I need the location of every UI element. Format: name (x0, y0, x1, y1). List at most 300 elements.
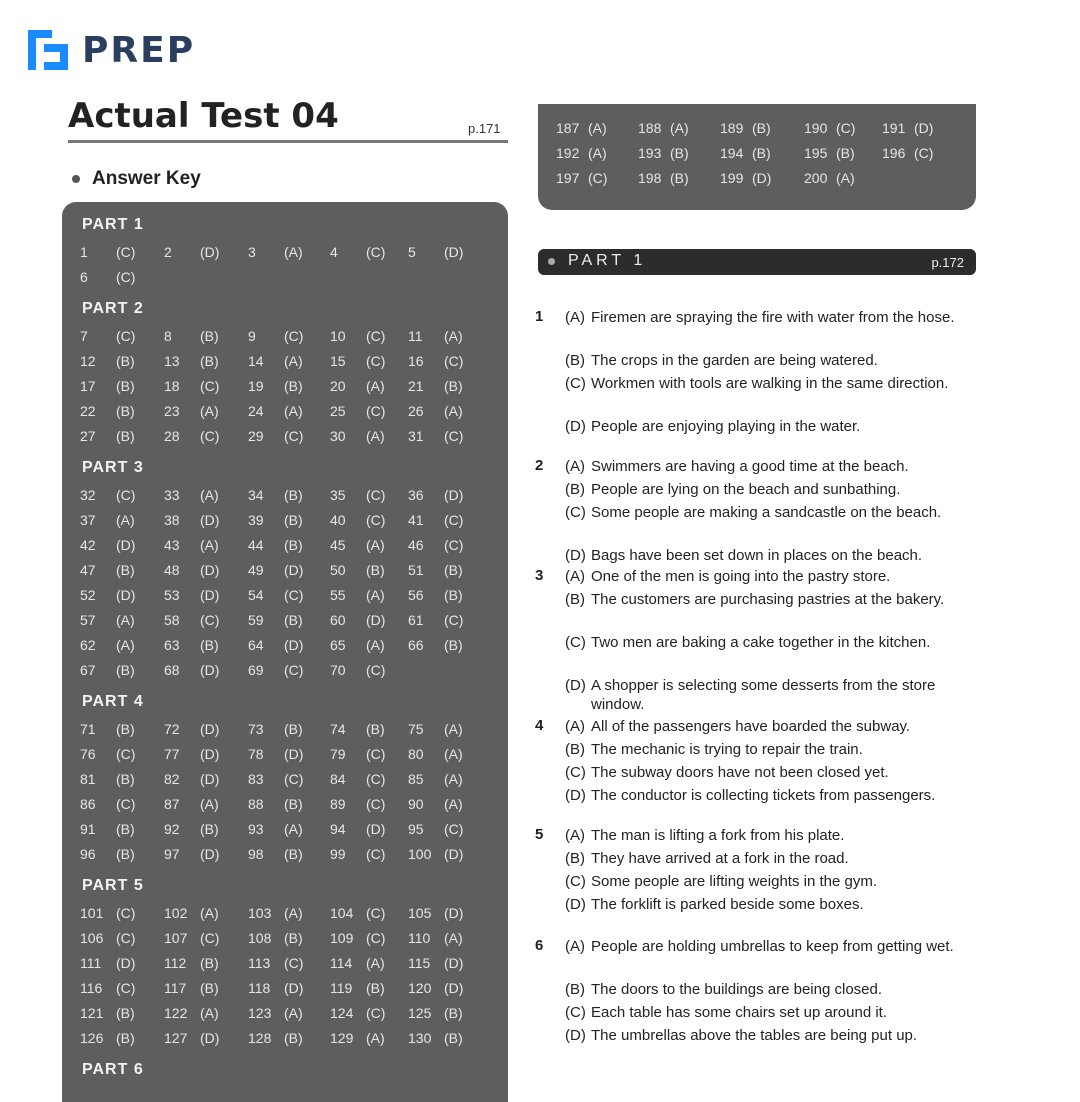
question-number: 4 (535, 717, 544, 734)
answer-number: 95 (408, 821, 424, 837)
answer-choice: (C) (116, 930, 136, 946)
answer-number: 196 (882, 145, 906, 161)
answer-number: 113 (248, 955, 271, 971)
answer-number: 21 (408, 378, 424, 394)
answer-choice: (C) (116, 796, 136, 812)
answer-number: 193 (638, 145, 662, 161)
answer-choice: (A) (116, 512, 135, 528)
answer-number: 72 (164, 721, 180, 737)
answer-choice: (C) (836, 120, 856, 136)
answer-choice: (B) (444, 637, 463, 653)
answer-choice: (B) (284, 796, 303, 812)
answer-number: 84 (330, 771, 346, 787)
answer-option (565, 895, 976, 914)
answer-option (565, 457, 976, 476)
option-letter: (D) (565, 418, 586, 435)
answer-choice: (B) (444, 1030, 463, 1046)
question-number: 3 (535, 567, 544, 584)
option-text: People are holding umbrellas to keep from getting wet. (591, 938, 954, 955)
answer-number: 115 (408, 955, 431, 971)
answer-choice: (A) (836, 170, 855, 186)
answer-number: 50 (330, 562, 346, 578)
option-letter: (C) (565, 873, 586, 890)
answer-choice: (D) (284, 637, 304, 653)
answer-number: 198 (638, 170, 662, 186)
answer-choice: (D) (116, 537, 136, 553)
answer-choice: (D) (116, 587, 136, 603)
bullet-icon (72, 175, 80, 183)
answer-number: 65 (330, 637, 346, 653)
answer-number: 56 (408, 587, 424, 603)
answer-choice: (C) (116, 244, 136, 260)
answer-choice: (D) (200, 721, 220, 737)
answer-number: 194 (720, 145, 744, 161)
answer-choice: (A) (200, 905, 219, 921)
answer-number: 90 (408, 796, 424, 812)
answer-choice: (C) (444, 512, 464, 528)
answer-choice: (A) (200, 487, 219, 503)
answer-choice: (C) (366, 1005, 386, 1021)
answer-choice: (B) (116, 378, 135, 394)
option-letter: (A) (565, 458, 585, 475)
answer-choice: (C) (444, 353, 464, 369)
answer-choice: (A) (366, 637, 385, 653)
answer-number: 79 (330, 746, 346, 762)
answer-number: 94 (330, 821, 346, 837)
answer-choice: (B) (116, 721, 135, 737)
answer-number: 10 (330, 328, 346, 344)
answer-choice: (A) (284, 905, 303, 921)
answer-choice: (D) (116, 955, 136, 971)
answer-number: 59 (248, 612, 264, 628)
answer-number: 93 (248, 821, 264, 837)
answer-number: 112 (164, 955, 187, 971)
answer-row (62, 269, 508, 291)
answer-choice: (B) (200, 353, 219, 369)
answer-number: 129 (330, 1030, 354, 1046)
answer-choice: (B) (116, 353, 135, 369)
answer-choice: (A) (366, 537, 385, 553)
answer-number: 11 (408, 328, 423, 344)
option-text: People are enjoying playing in the water. (591, 418, 861, 435)
answer-option (565, 308, 976, 327)
answer-number: 55 (330, 587, 346, 603)
answer-row (62, 846, 508, 868)
answer-choice: (B) (366, 980, 385, 996)
answer-choice: (B) (444, 587, 463, 603)
question-number: 1 (535, 308, 544, 325)
answer-number: 199 (720, 170, 744, 186)
answer-number: 48 (164, 562, 180, 578)
answer-choice: (A) (444, 328, 463, 344)
answer-number: 43 (164, 537, 180, 553)
answer-choice: (B) (366, 721, 385, 737)
answer-number: 195 (804, 145, 828, 161)
answer-number: 69 (248, 662, 264, 678)
answer-choice: (D) (200, 846, 220, 862)
answer-choice: (C) (366, 353, 386, 369)
answer-row (62, 428, 508, 450)
answer-option (565, 676, 976, 714)
part1-section-bar (538, 249, 976, 275)
answer-number: 76 (80, 746, 96, 762)
title-rule (68, 140, 508, 143)
part-heading: PART 4 (82, 693, 144, 710)
answer-choice: (A) (116, 612, 135, 628)
answer-number: 121 (80, 1005, 104, 1021)
answer-number: 118 (248, 980, 271, 996)
answer-row (62, 587, 508, 609)
option-text: All of the passengers have boarded the subway. (591, 718, 911, 735)
answer-option (565, 786, 976, 805)
answer-number: 96 (80, 846, 96, 862)
answer-number: 127 (164, 1030, 188, 1046)
option-letter: (B) (565, 741, 585, 758)
answer-choice: (B) (752, 145, 771, 161)
answer-number: 73 (248, 721, 264, 737)
answer-option (565, 567, 976, 586)
answer-number: 191 (882, 120, 906, 136)
answer-number: 54 (248, 587, 264, 603)
answer-choice: (D) (200, 746, 220, 762)
answer-choice: (C) (366, 771, 386, 787)
answer-choice: (D) (200, 1030, 220, 1046)
answer-choice: (A) (444, 403, 463, 419)
answer-key-label: Answer Key (92, 168, 201, 189)
answer-choice: (B) (284, 612, 303, 628)
answer-number: 39 (248, 512, 264, 528)
answer-number: 45 (330, 537, 346, 553)
answer-choice: (C) (366, 796, 386, 812)
answer-number: 188 (638, 120, 662, 136)
answer-number: 32 (80, 487, 96, 503)
answer-choice: (C) (366, 403, 386, 419)
answer-number: 111 (80, 955, 102, 971)
answer-choice: (B) (116, 821, 135, 837)
option-letter: (D) (565, 677, 586, 694)
answer-number: 19 (248, 378, 264, 394)
answer-choice: (C) (588, 170, 608, 186)
answer-choice: (C) (284, 428, 304, 444)
answer-number: 102 (164, 905, 188, 921)
answer-option (565, 590, 976, 609)
answer-option (565, 717, 976, 736)
answer-choice: (B) (116, 403, 135, 419)
answer-choice: (C) (366, 905, 386, 921)
answer-number: 200 (804, 170, 828, 186)
option-letter: (C) (565, 634, 586, 651)
answer-number: 47 (80, 562, 96, 578)
answer-choice: (C) (366, 846, 386, 862)
option-text: The doors to the buildings are being closed. (591, 981, 883, 998)
answer-choice: (B) (200, 955, 219, 971)
answer-number: 66 (408, 637, 424, 653)
answer-number: 70 (330, 662, 346, 678)
answer-choice: (A) (444, 771, 463, 787)
answer-row (62, 537, 508, 559)
answer-choice: (B) (444, 378, 463, 394)
answer-choice: (B) (670, 170, 689, 186)
answer-option (565, 503, 976, 522)
option-text: People are lying on the beach and sunbathing. (591, 481, 901, 498)
answer-number: 123 (248, 1005, 272, 1021)
answer-number: 78 (248, 746, 264, 762)
answer-number: 108 (248, 930, 272, 946)
answer-choice: (C) (366, 487, 386, 503)
answer-number: 23 (164, 403, 180, 419)
answer-row (62, 403, 508, 425)
answer-choice: (C) (914, 145, 934, 161)
answer-row (62, 487, 508, 509)
answer-number: 9 (248, 328, 256, 344)
answer-choice: (B) (200, 328, 219, 344)
question-number: 2 (535, 457, 544, 474)
answer-choice: (C) (366, 512, 386, 528)
option-letter: (C) (565, 375, 586, 392)
answer-choice: (C) (116, 328, 136, 344)
answer-number: 89 (330, 796, 346, 812)
answer-number: 7 (80, 328, 88, 344)
option-text: One of the men is going into the pastry store. (591, 568, 891, 585)
answer-number: 128 (248, 1030, 272, 1046)
answer-number: 67 (80, 662, 96, 678)
answer-number: 18 (164, 378, 180, 394)
answer-number: 125 (408, 1005, 432, 1021)
answer-choice: (A) (284, 403, 303, 419)
answer-number: 100 (408, 846, 432, 862)
answer-number: 120 (408, 980, 432, 996)
answer-choice: (D) (366, 612, 386, 628)
answer-number: 104 (330, 905, 354, 921)
answer-option (565, 849, 976, 868)
answer-number: 82 (164, 771, 180, 787)
answer-number: 8 (164, 328, 172, 344)
answer-number: 97 (164, 846, 180, 862)
answer-choice: (A) (366, 955, 385, 971)
answer-option (565, 763, 976, 782)
option-text: The conductor is collecting tickets from passengers. (591, 787, 936, 804)
answer-choice: (B) (200, 980, 219, 996)
answer-choice: (D) (444, 905, 464, 921)
answer-choice: (B) (116, 771, 135, 787)
bullet-icon (548, 258, 555, 265)
answer-number: 28 (164, 428, 180, 444)
answer-number: 77 (164, 746, 180, 762)
answer-number: 101 (80, 905, 104, 921)
option-text: Bags have been set down in places on the beach. (591, 547, 923, 564)
answer-number: 30 (330, 428, 346, 444)
option-text: Workmen with tools are walking in the same direction. (591, 375, 949, 392)
answer-number: 116 (80, 980, 103, 996)
answer-choice: (B) (200, 637, 219, 653)
option-text: The customers are purchasing pastries at the bakery. (591, 591, 945, 608)
answer-choice: (C) (366, 930, 386, 946)
answer-choice: (B) (200, 821, 219, 837)
answer-row (62, 771, 508, 793)
answer-row (62, 244, 508, 266)
answer-choice: (B) (284, 1030, 303, 1046)
answer-choice: (D) (444, 980, 464, 996)
answer-number: 192 (556, 145, 580, 161)
answer-option (565, 980, 976, 999)
answer-number: 35 (330, 487, 346, 503)
option-letter: (D) (565, 1027, 586, 1044)
answer-number: 197 (556, 170, 580, 186)
answer-number: 6 (80, 269, 88, 285)
answer-choice: (B) (116, 662, 135, 678)
answer-row (62, 796, 508, 818)
option-text: The subway doors have not been closed yet. (591, 764, 889, 781)
answer-choice: (A) (200, 796, 219, 812)
option-letter: (A) (565, 938, 585, 955)
answer-number: 119 (330, 980, 353, 996)
answer-number: 98 (248, 846, 264, 862)
part-heading: PART 5 (82, 877, 144, 894)
answer-number: 64 (248, 637, 264, 653)
answer-choice: (A) (588, 120, 607, 136)
answer-number: 91 (80, 821, 96, 837)
prep-logo (24, 26, 195, 74)
option-text: A shopper is selecting some desserts from the store window. (591, 677, 936, 713)
answer-number: 4 (330, 244, 338, 260)
answer-number: 103 (248, 905, 272, 921)
answer-choice: (D) (200, 562, 220, 578)
answer-choice: (D) (284, 562, 304, 578)
answer-choice: (B) (366, 562, 385, 578)
answer-number: 187 (556, 120, 580, 136)
answer-number: 61 (408, 612, 424, 628)
answer-number: 36 (408, 487, 424, 503)
option-letter: (D) (565, 547, 586, 564)
answer-row (538, 145, 976, 167)
answer-choice: (A) (444, 721, 463, 737)
answer-choice: (C) (366, 746, 386, 762)
answer-number: 27 (80, 428, 96, 444)
answer-row (62, 328, 508, 350)
answer-choice: (D) (444, 955, 464, 971)
answer-number: 88 (248, 796, 264, 812)
option-text: The forklift is parked beside some boxes. (591, 896, 864, 913)
answer-number: 74 (330, 721, 346, 737)
option-text: Some people are lifting weights in the gym. (591, 873, 877, 890)
answer-choice: (B) (116, 1005, 135, 1021)
page-title: Actual Test 04 (68, 96, 339, 136)
answer-number: 20 (330, 378, 346, 394)
answer-number: 51 (408, 562, 424, 578)
answer-choice: (C) (116, 746, 136, 762)
answer-number: 3 (248, 244, 256, 260)
answer-number: 14 (248, 353, 264, 369)
answer-choice: (B) (116, 1030, 135, 1046)
answer-number: 53 (164, 587, 180, 603)
answer-number: 99 (330, 846, 346, 862)
option-letter: (A) (565, 827, 585, 844)
answer-row (538, 170, 976, 192)
question-number: 6 (535, 937, 544, 954)
answer-row (62, 662, 508, 684)
answer-option (565, 937, 976, 956)
option-letter: (B) (565, 591, 585, 608)
answer-choice: (C) (116, 487, 136, 503)
part1-section-label: PART 1 (568, 252, 647, 269)
answer-option (565, 480, 976, 499)
answer-row (62, 980, 508, 1002)
answer-number: 114 (330, 955, 353, 971)
answer-row (62, 612, 508, 634)
answer-choice: (A) (366, 428, 385, 444)
option-letter: (A) (565, 309, 585, 326)
option-letter: (B) (565, 981, 585, 998)
answer-row (62, 1005, 508, 1027)
answer-number: 26 (408, 403, 424, 419)
answer-option (565, 417, 976, 436)
answer-number: 46 (408, 537, 424, 553)
answer-number: 190 (804, 120, 828, 136)
answer-choice: (D) (752, 170, 772, 186)
answer-choice: (D) (444, 244, 464, 260)
answer-choice: (C) (116, 980, 136, 996)
prep-logo-icon (24, 26, 72, 74)
title-page-number: p.171 (468, 121, 501, 136)
answer-row (62, 721, 508, 743)
answer-number: 71 (80, 721, 96, 737)
answer-choice: (A) (200, 1005, 219, 1021)
answer-choice: (A) (444, 746, 463, 762)
answer-choice: (C) (200, 930, 220, 946)
answer-number: 13 (164, 353, 180, 369)
answer-number: 122 (164, 1005, 188, 1021)
answer-key-panel (62, 202, 508, 1102)
answer-number: 189 (720, 120, 744, 136)
answer-number: 87 (164, 796, 180, 812)
answer-choice: (A) (116, 637, 135, 653)
answer-choice: (B) (116, 562, 135, 578)
answer-choice: (A) (670, 120, 689, 136)
answer-number: 5 (408, 244, 416, 260)
answer-option (565, 740, 976, 759)
option-text: Each table has some chairs set up around it. (591, 1004, 888, 1021)
answer-number: 15 (330, 353, 346, 369)
answer-row (62, 905, 508, 927)
option-letter: (B) (565, 850, 585, 867)
answer-number: 86 (80, 796, 96, 812)
answer-number: 110 (408, 930, 431, 946)
answer-choice: (D) (444, 487, 464, 503)
answer-number: 34 (248, 487, 264, 503)
answer-choice: (B) (284, 721, 303, 737)
answer-number: 124 (330, 1005, 354, 1021)
answer-choice: (A) (284, 244, 303, 260)
part-heading: PART 6 (82, 1061, 144, 1078)
option-letter: (B) (565, 481, 585, 498)
answer-number: 31 (408, 428, 424, 444)
answer-number: 33 (164, 487, 180, 503)
answer-number: 12 (80, 353, 96, 369)
part-heading: PART 2 (82, 300, 144, 317)
answer-number: 38 (164, 512, 180, 528)
answer-row (62, 637, 508, 659)
answer-choice: (C) (284, 662, 304, 678)
answer-choice: (B) (284, 378, 303, 394)
answer-choice: (A) (284, 821, 303, 837)
answer-option (565, 633, 976, 652)
answer-choice: (A) (200, 403, 219, 419)
answer-choice: (C) (444, 537, 464, 553)
answer-number: 68 (164, 662, 180, 678)
option-text: Some people are making a sandcastle on the beach. (591, 504, 942, 521)
answer-choice: (A) (366, 1030, 385, 1046)
answer-number: 81 (80, 771, 96, 787)
